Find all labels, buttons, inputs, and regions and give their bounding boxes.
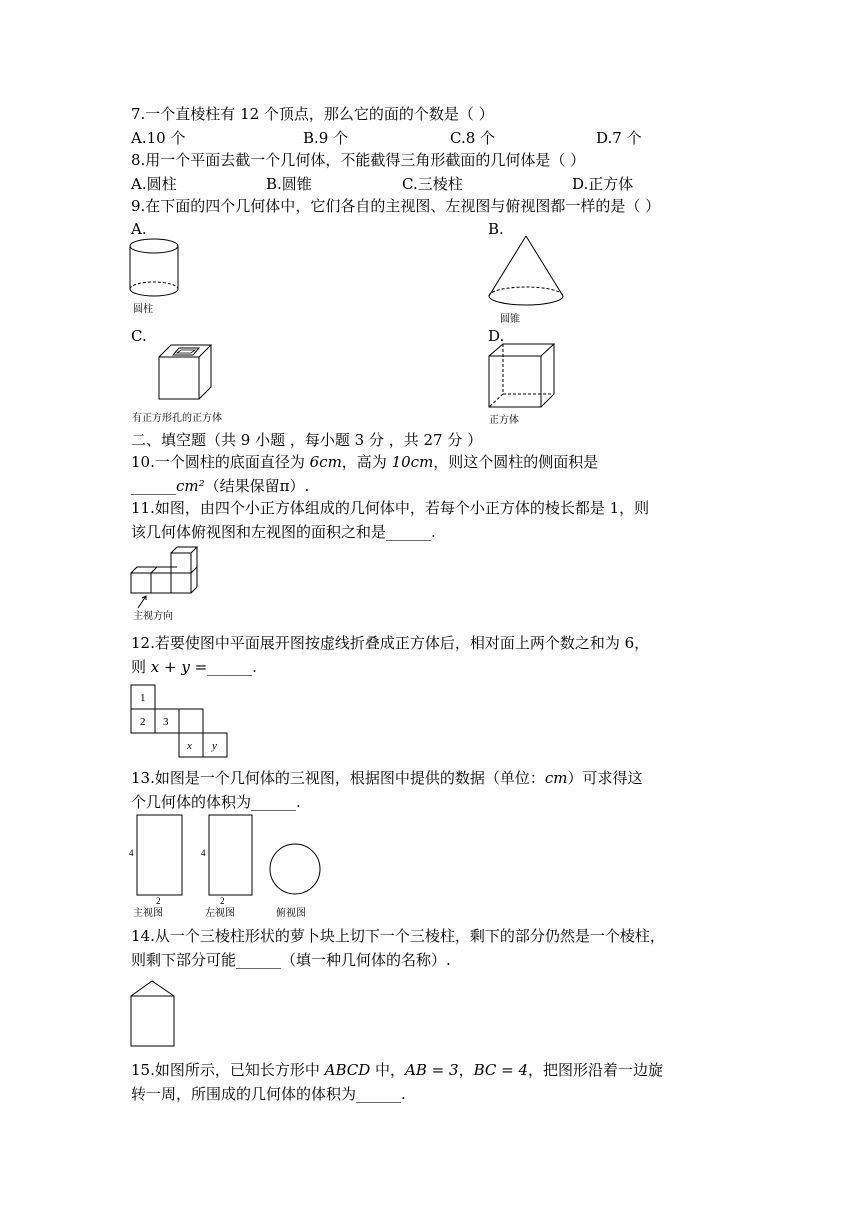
cylinder-figure — [128, 236, 184, 300]
q10-line2: ______cm²（结果保留π）. — [131, 477, 310, 495]
q14-line2: 则剩下部分可能______（填一种几何体的名称）. — [131, 951, 451, 969]
q7-option-b: B.9 个 — [303, 129, 349, 147]
q11-line2: 该几何体俯视图和左视图的面积之和是______. — [131, 523, 436, 541]
q9-option-d-letter: D. — [488, 327, 505, 345]
side-view-caption: 左视图 — [205, 908, 235, 919]
q12-line2: 则 x + y =______. — [131, 658, 257, 676]
front-view-caption: 主视图 — [133, 908, 163, 919]
cone-figure — [486, 232, 566, 318]
prism-figure — [128, 978, 180, 1050]
q14-line1: 14.从一个三棱柱形状的萝卜块上切下一个三棱柱，剩下的部分仍然是一个棱柱， — [131, 927, 665, 945]
q11-line1: 11.如图，由四个小正方体组成的几何体中，若每个小正方体的棱长都是 1，则 — [131, 499, 650, 517]
side-view-width: 2 — [220, 896, 225, 906]
q13-line1: 13.如图是一个几何体的三视图，根据图中提供的数据（单位：cm）可求得这 — [131, 769, 643, 787]
q8-option-d: D.正方体 — [572, 175, 634, 193]
q9-option-a-caption: 圆柱 — [133, 304, 153, 315]
q15-line1: 15.如图所示，已知长方形中 ABCD 中，AB = 3，BC = 4，把图形沿着一边旋 — [131, 1061, 664, 1079]
cubes-figure — [128, 550, 204, 612]
q9-option-b-letter: B. — [488, 220, 504, 238]
net-cell-y: y — [212, 740, 217, 752]
q8-option-b: B.圆锥 — [266, 175, 312, 193]
q8-option-c: C.三棱柱 — [402, 175, 463, 193]
cube-with-hole-figure — [156, 342, 216, 404]
q9-option-a-letter: A. — [131, 220, 147, 238]
q13-line2: 个几何体的体积为______. — [131, 793, 301, 811]
section-heading: 二、填空题（共 9 小题 ，每小题 3 分 ，共 27 分 ） — [131, 431, 483, 449]
side-view-height: 4 — [201, 848, 206, 858]
cube-net-figure — [130, 684, 230, 758]
q9-option-b-caption: 圆锥 — [500, 314, 520, 325]
three-views-figure — [126, 812, 326, 908]
q7-option-a: A.10 个 — [131, 129, 186, 147]
q7-option-d: D.7 个 — [596, 129, 642, 147]
q7-stem: 7.一个直棱柱有 12 个顶点，那么它的面的个数是（ ） — [131, 105, 494, 123]
q9-option-c-caption: 有正方形孔的正方体 — [132, 413, 222, 424]
q10-line1: 10.一个圆柱的底面直径为 6cm，高为 10cm，则这个圆柱的侧面积是 — [131, 453, 599, 471]
q9-option-d-caption: 正方体 — [489, 415, 519, 426]
front-view-width: 2 — [156, 896, 161, 906]
cube-figure — [486, 342, 558, 410]
answer-blank: ______ — [131, 477, 176, 495]
q9-option-c-letter: C. — [131, 327, 147, 345]
q11-caption: 主视方向 — [133, 611, 173, 622]
q12-line1: 12.若要使图中平面展开图按虚线折叠成正方体后，相对面上两个数之和为 6， — [131, 634, 650, 652]
net-cell-2: 2 — [140, 716, 146, 728]
q8-option-a: A.圆柱 — [131, 175, 177, 193]
net-cell-1: 1 — [140, 692, 146, 704]
q8-stem: 8.用一个平面去截一个几何体，不能截得三角形截面的几何体是（ ） — [131, 151, 586, 169]
q9-stem: 9.在下面的四个几何体中，它们各自的主视图、左视图与俯视图都一样的是（ ） — [131, 197, 661, 215]
top-view-caption: 俯视图 — [276, 908, 306, 919]
q15-line2: 转一周，所围成的几何体的体积为______. — [131, 1085, 406, 1103]
net-cell-x: x — [187, 740, 192, 752]
q7-option-c: C.8 个 — [450, 129, 496, 147]
net-cell-3: 3 — [163, 716, 169, 728]
front-view-height: 4 — [129, 848, 134, 858]
